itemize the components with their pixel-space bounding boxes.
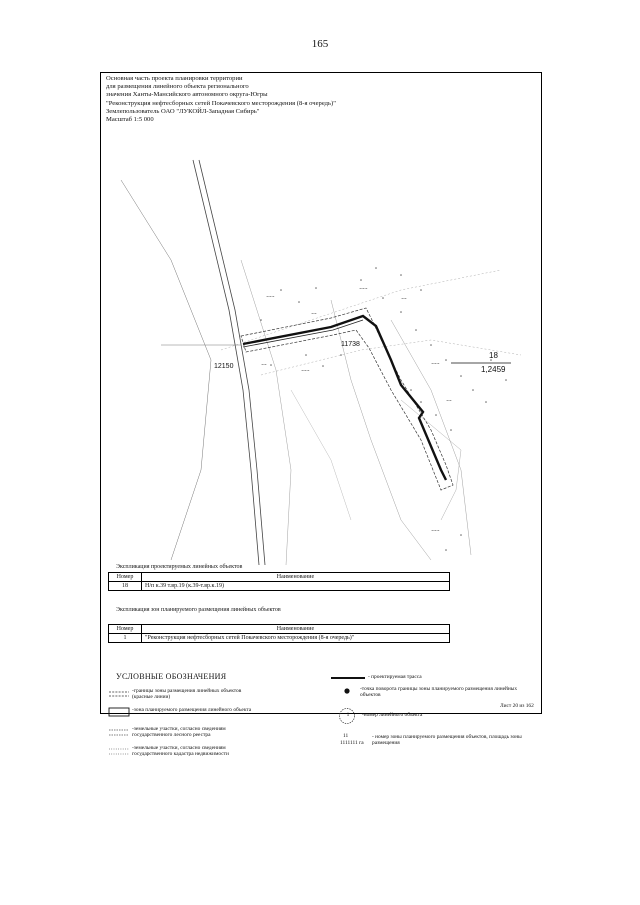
map-canvas bbox=[101, 140, 539, 565]
svg-text:~~: ~~ bbox=[446, 399, 452, 404]
row-number: 1 bbox=[109, 634, 142, 643]
header-line: "Реконструкция нефтесборных сетей Покачевского месторождения (8-я очередь)" bbox=[106, 99, 336, 107]
map-line bbox=[171, 360, 211, 560]
map-dots bbox=[260, 267, 507, 551]
row-number: 18 bbox=[109, 582, 142, 591]
column-header: Номер bbox=[109, 625, 142, 634]
svg-text:~~: ~~ bbox=[401, 297, 407, 302]
legend-title: УСЛОВНЫЕ ОБОЗНАЧЕНИЯ bbox=[116, 672, 227, 681]
header-line: Землепользователь ОАО "ЛУКОЙЛ-Западная Сибирь" bbox=[106, 107, 260, 115]
svg-text:~~~: ~~~ bbox=[431, 362, 440, 367]
header-line: значения Ханты-Мансийского автономного округа-Югры bbox=[106, 91, 268, 99]
legend-item: -номер линейного объекта bbox=[362, 712, 423, 718]
parcel-label: 11738 bbox=[341, 341, 360, 348]
legend-forest-symbol bbox=[108, 727, 130, 737]
header-line: Основная часть проекта планировки территории bbox=[106, 75, 243, 82]
legend-item: -земельные участки, согласно сведениям государственного лесного реестра bbox=[132, 726, 226, 739]
map-line bbox=[391, 320, 471, 555]
svg-text:~~~: ~~~ bbox=[301, 369, 310, 374]
legend-zone-area-sample: 1111111 га bbox=[340, 740, 364, 746]
legend-turn-point-symbol bbox=[342, 686, 352, 696]
svg-text:~~~: ~~~ bbox=[359, 287, 368, 292]
header-line: для размещения линейного объекта регионального bbox=[106, 83, 249, 91]
legend-item: -границы зоны размещения линейных объектов (красные линии) bbox=[132, 688, 242, 701]
map-header bbox=[106, 75, 486, 124]
column-header: Номер bbox=[109, 573, 142, 582]
zone-area-label: 1,2459 bbox=[481, 365, 506, 374]
legend-item: - проектируемая трасса bbox=[368, 674, 422, 680]
legend-object-number: 1 bbox=[346, 712, 350, 718]
row-name: Н/п к.39 т.вр.19 (к.39-т.вр.к.19) bbox=[142, 582, 450, 591]
zones-table-title: Экспликация зон планируемого размещения линейных объектов bbox=[116, 607, 281, 613]
legend-red-line-symbol bbox=[108, 690, 130, 698]
legend-zone-number-sample: 11 bbox=[343, 733, 349, 739]
map-line bbox=[221, 270, 501, 350]
legend-item: -зона планируемого размещения линейного объекта bbox=[132, 707, 252, 713]
row-name: "Реконструкция нефтесборных сетей Покачевского месторождения (8-я очередь)" bbox=[142, 634, 450, 643]
sheet-label: Лист 20 из 162 bbox=[500, 703, 534, 709]
table-row bbox=[109, 582, 450, 591]
objects-table bbox=[108, 572, 450, 591]
page-number: 165 bbox=[311, 38, 329, 50]
column-header: Наименование bbox=[142, 625, 450, 634]
column-header: Наименование bbox=[142, 573, 450, 582]
svg-text:~~: ~~ bbox=[261, 363, 267, 368]
map-area bbox=[101, 140, 539, 565]
map-scale: Масштаб 1:5 000 bbox=[106, 116, 154, 124]
legend-item: - номер зоны планируемого размещения объектов, площадь зоны размещения bbox=[372, 734, 522, 747]
legend-zone-symbol bbox=[108, 707, 130, 717]
objects-table-title: Экспликация проектируемых линейных объектов bbox=[116, 564, 243, 570]
zone-number-label: 18 bbox=[489, 351, 498, 360]
legend-route-symbol bbox=[330, 675, 366, 681]
legend-item: -точка поворота границы зоны планируемого размещения линейных объектов bbox=[360, 686, 518, 699]
map-line bbox=[241, 260, 291, 565]
legend-cadastre-symbol bbox=[108, 746, 130, 756]
zones-table bbox=[108, 624, 450, 643]
map-line bbox=[121, 180, 211, 360]
legend-item: -земельные участки, согласно сведениям государственного кадастра недвижимости bbox=[132, 745, 229, 758]
map-line bbox=[291, 390, 351, 520]
table-header-row bbox=[109, 625, 450, 634]
table-header-row bbox=[109, 573, 450, 582]
svg-text:~~~: ~~~ bbox=[266, 295, 275, 300]
svg-text:~~: ~~ bbox=[311, 312, 317, 317]
parcel-label: 12150 bbox=[214, 363, 234, 370]
svg-text:~~~: ~~~ bbox=[431, 529, 440, 534]
map-line bbox=[401, 400, 461, 520]
table-row bbox=[109, 634, 450, 643]
zone-boundary bbox=[241, 308, 453, 490]
